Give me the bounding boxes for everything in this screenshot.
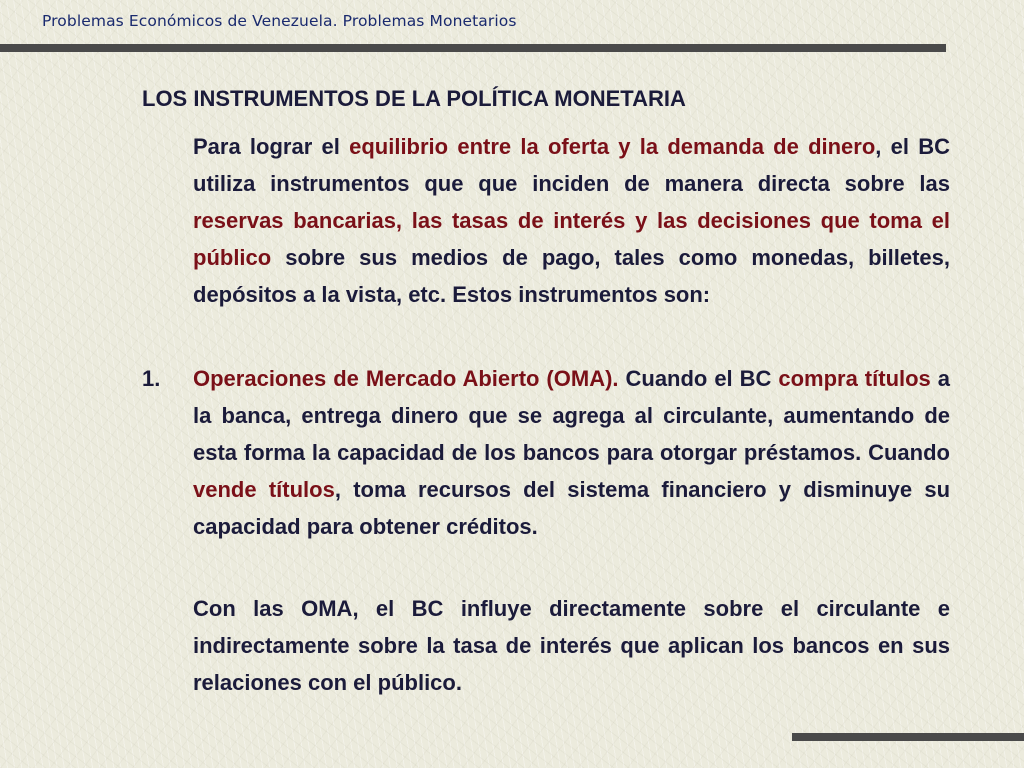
header-title: Problemas Económicos de Venezuela. Problemas Monetarios	[42, 12, 517, 30]
oma-text-3: , toma recursos del sistema financiero y disminuye su capacidad para obtener créditos.	[193, 477, 951, 539]
bottom-divider	[792, 733, 1024, 741]
intro-text-3: sobre sus medios de pago, tales como monedas, billetes, depósitos a la vista, etc. Estos instrumentos son:	[193, 245, 950, 307]
oma-highlight-sell: vende títulos	[193, 477, 335, 502]
oma-text-1: Cuando el BC	[618, 366, 779, 391]
oma-highlight-buy: compra títulos	[778, 366, 931, 391]
list-item-oma	[193, 360, 950, 545]
intro-highlight-equilibrium: equilibrio entre la oferta y la demanda de dinero	[349, 134, 876, 159]
intro-highlight-reserves: reservas bancarias, las tasas de interés y las decisiones que toma el público	[193, 208, 950, 270]
oma-text-2: a la banca, entrega dinero que se agrega al circulante, aumentando de esta forma la capacidad de los bancos para otorgar préstamos. Cuando	[193, 366, 950, 465]
top-divider	[0, 44, 946, 52]
intro-text-2: , el BC utiliza instrumentos que que inciden de manera directa sobre las	[193, 134, 950, 196]
oma-summary-paragraph: Con las OMA, el BC influye directamente sobre el circulante e indirectamente sobre la tasa de interés que aplican los bancos en sus relaciones con el público.	[193, 596, 950, 695]
slide-heading: LOS INSTRUMENTOS DE LA POLÍTICA MONETARIA	[142, 86, 686, 111]
intro-text-1: Para lograr el	[193, 134, 350, 159]
intro-paragraph	[193, 128, 950, 313]
list-item-number: 1.	[142, 366, 161, 391]
oma-title: Operaciones de Mercado Abierto (OMA).	[193, 366, 619, 391]
